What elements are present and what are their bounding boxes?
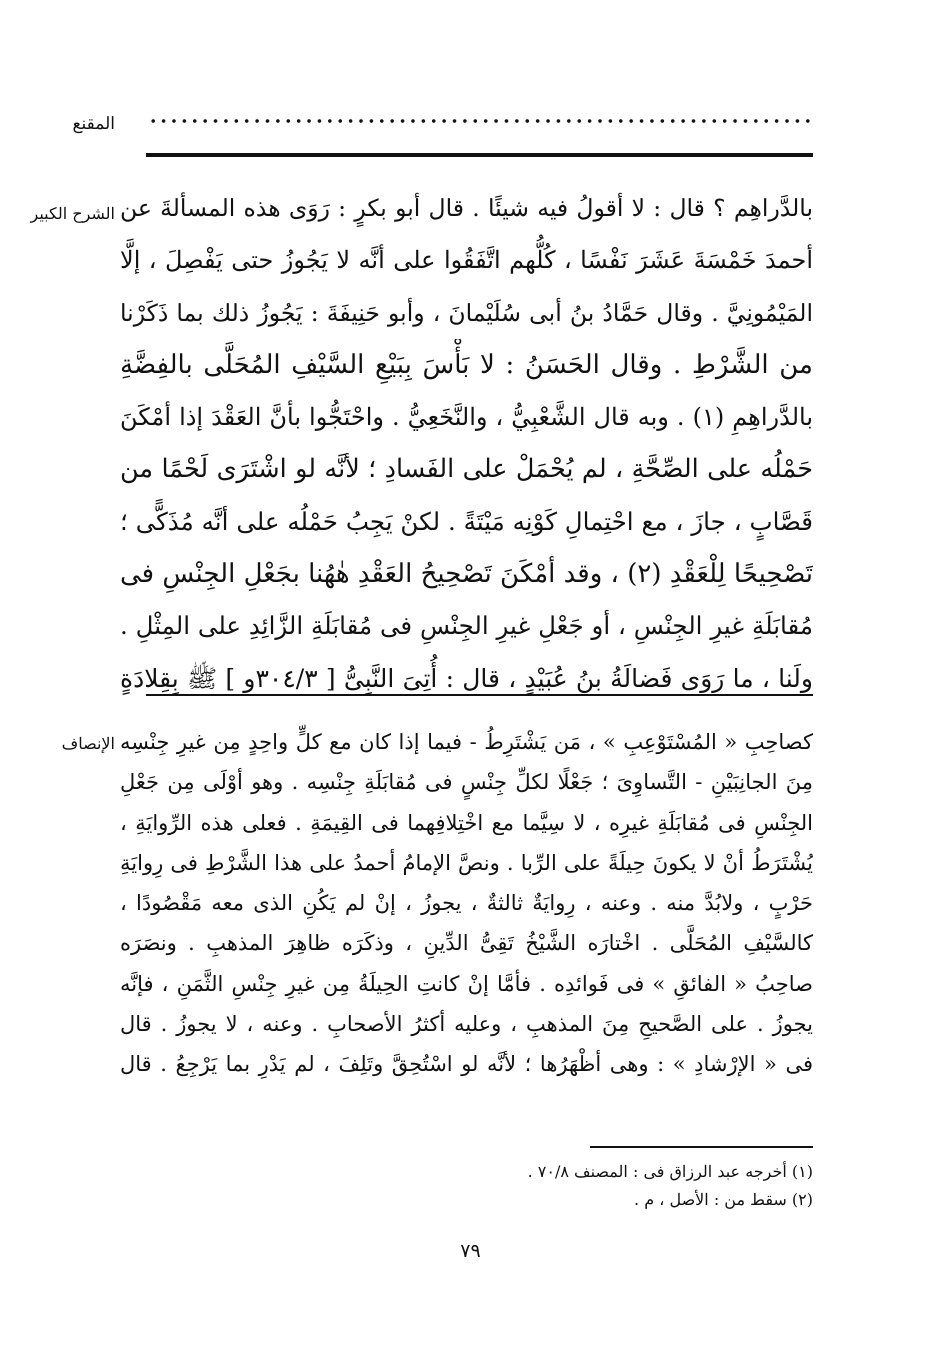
sharh-line: ولَنا ، ما رَوَى فَضالَةُ بنُ عُبَيْدٍ ، قال : أُتِىَ النَّبِىُّ [ ٣٠٤/٣و ] ﷺ بِقِلادَةٍ: [120, 663, 813, 693]
header-rule: [146, 153, 813, 157]
insaf-text-block: [120, 722, 813, 1085]
section-divider-rule: [146, 694, 813, 696]
running-header-title: المقنع: [72, 114, 115, 134]
footnotes: [528, 1158, 813, 1214]
sharh-line: المَيْمُونِيَّ . وقال حَمَّادُ بنُ أبى سُلَيْمانَ ، وأبو حَنِيفَةَ : يَجُوزُ ذلك بما ذَكَرْنا: [120, 298, 813, 327]
footnote-rule: [590, 1146, 813, 1148]
sharh-line: قَصَّابٍ ، جازَ ، مع احْتِمالِ كَوْنِه مَيْتَةً . لكنْ يَجِبُ حَمْلُه على أنَّه مُذَكًّى ؛: [120, 506, 813, 536]
sharh-text-block: [120, 182, 813, 705]
insaf-line: يُشْتَرَطُ أنْ لا يكونَ حِيلَةً على الرِّبا . ونصَّ الإمامُ أحمدُ على هذا الشَّرْطِ فى رِوايَةِ: [120, 850, 813, 875]
page-number: ٧٩: [460, 1240, 481, 1262]
sharh-line: من الشَّرْطِ . وقال الحَسَنُ : لا بَأْسَ بِبَيْعِ السَّيْفِ المُحَلَّى بالفِضَّةِ: [120, 349, 813, 380]
sharh-line: بالدَّراهِم ؟ قال : لا أقولُ فيه شيئًا . قال أبو بكرٍ : رَوَى هذه المسألةَ عن: [120, 194, 813, 222]
insaf-line: كصاحِبِ « المُسْتَوْعِبِ » ، مَن يَشْتَرِطُ - فيما إذا كان مع كلٍّ واحِدٍ مِن غيرِ جِنْسِه: [120, 730, 813, 754]
header-dotted-leader: [146, 116, 813, 126]
footnote-2: (٢) سقط من : الأصل ، م .: [634, 1190, 813, 1209]
insaf-line: كالسَّيْفِ المُحَلَّى . اخْتارَه الشَّيْخُ تَقِىُّ الدِّينِ ، وذكَرَه ظاهِرَ المذهبِ . ونصَرَه: [120, 931, 813, 956]
insaf-line: مِنَ الجانِبَيْنِ - التَّساوِىَ ؛ جَعْلًا لكلِّ جِنْسٍ فى مُقابَلَةِ جِنْسِه . وهو أوْلَى مِن جَعْلِ: [120, 770, 813, 795]
insaf-line: يجوزُ . على الصَّحيحِ مِنَ المذهبِ ، وعليه أكثرُ الأصحابِ . وعنه ، لا يجوزُ . قال: [120, 1012, 813, 1037]
footnote-1: (١) أخرجه عبد الرزاق فى : المصنف ٧٠/٨ .: [527, 1162, 813, 1181]
sharh-line: بالدَّراهِمِ (١) . وبه قال الشَّعْبِيُّ ، والنَّخَعِيُّ . واحْتَجُّوا بأنَّ العَقْدَ إذا أمْكَنَ: [120, 403, 813, 432]
sharh-line: تَصْحِيحًا لِلْعَقْدِ (٢) ، وقد أمْكَنَ تَصْحِيحُ العَقْدِ هٰهُنا بجَعْلِ الجِنْسِ فى: [120, 559, 813, 590]
sharh-line: حَمْلُه على الصِّحَّةِ ، لم يُحْمَلْ على الفَسادِ ؛ لأنَّه لو اشْتَرَى لَحْمًا من: [120, 454, 813, 485]
insaf-line: حَرْبٍ ، ولابُدَّ منه . وعنه ، رِوايَةٌ ثالثةٌ ، يجوزُ ، إنْ لم يَكُنِ الذى معه مَقْصُودًا ،: [120, 891, 813, 916]
sharh-section-label: الشرح الكبير: [30, 204, 115, 223]
sharh-line: أحمدَ خَمْسَةَ عَشَرَ نَفْسًا ، كُلُّهم اتَّفَقُوا على أنَّه لا يَجُوزُ حتى يَفْصِلَ ، إلَّا: [120, 246, 813, 275]
insaf-line: فى « الإرْشادِ » : وهى أظْهَرُها ؛ لأنَّه لو اسْتُحِقَّ وتَلِفَ ، لم يَدْرِ بما يَرْجِعُ . قال: [120, 1052, 813, 1077]
sharh-line: مُقابَلَةِ غيرِ الجِنْسِ ، أو جَعْلِ غيرِ الجِنْسِ فى مُقابَلَةِ الزَّائِدِ على المِثْلِ .: [120, 611, 813, 641]
insaf-section-label: الإنصاف: [61, 734, 115, 753]
insaf-line: الجِنْسِ فى مُقابَلَةِ غيرِه ، لا سِيَّما مع اخْتِلافِهما فى القِيمَةِ . فعلى هذه الرِّوايَةِ ،: [120, 810, 813, 835]
insaf-line: صاحِبُ « الفائقِ » فى فَوائدِه . فأمَّا إنْ كانتِ الحِيلَةُ مِن غيرِ جِنْسِ الثَّمَنِ ، فإنَّه: [120, 971, 813, 996]
